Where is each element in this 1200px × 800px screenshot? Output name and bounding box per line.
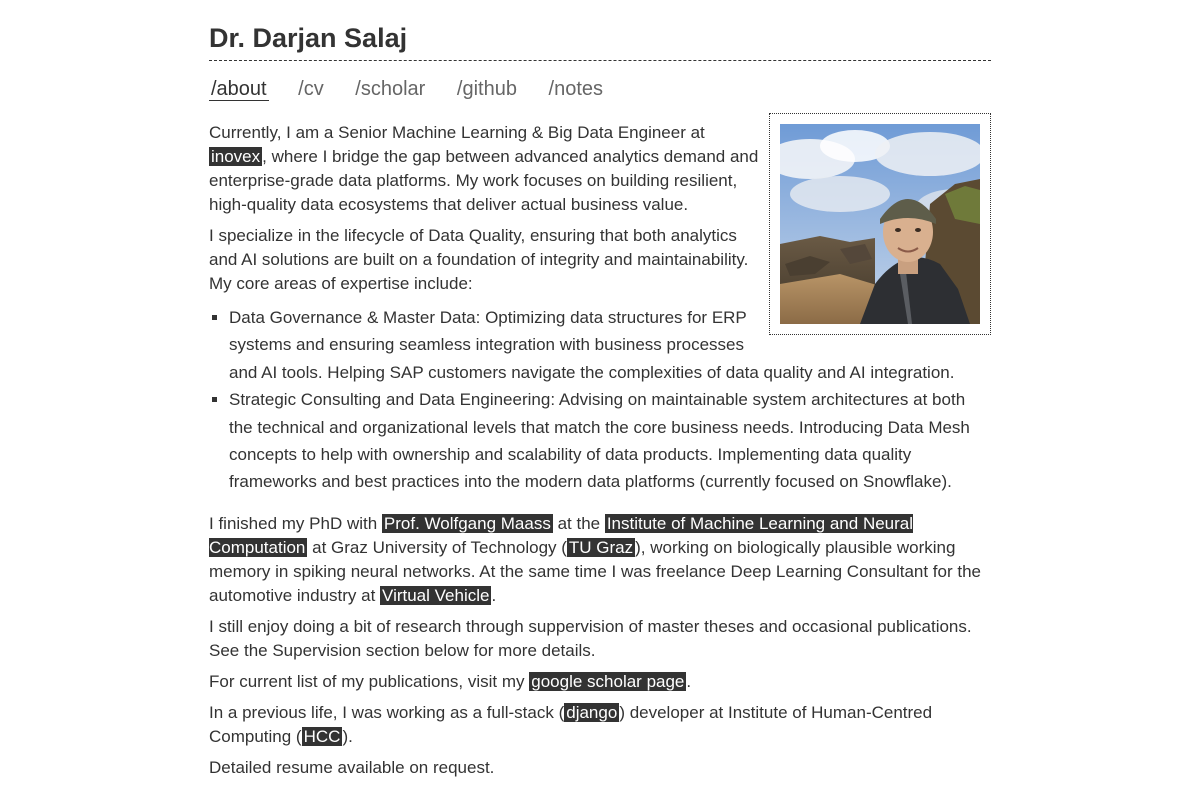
list-item: ▪ Data Governance & Master Data: Optimizing data structures for ERP systems and ensuring seamless integration with business processes and AI tools. Helping SAP customers navigate the complexities of data quality and AI integration. xyxy=(229,304,991,386)
phd-text: at Graz University of Technology ( xyxy=(307,537,567,557)
list-item: ▪ Strategic Consulting and Data Engineering: Advising on maintainable system architectures at both the technical and organizational levels that match the core business needs. Introducing Data Mesh concepts to help with ownership and scalability of data products. Implementing data quality frameworks and best practices into the modern data platforms (currently focused on Snowflake). xyxy=(229,386,991,496)
nav-scholar[interactable]: /scholar xyxy=(355,78,426,100)
phd-text: ), working on biologically plausible working memory in spiking neural networks. At the same time I was freelance Deep Learning Consultant for the automotive industry at xyxy=(209,537,981,605)
publications-text: For current list of my publications, visit my xyxy=(209,671,530,691)
page-container xyxy=(209,0,991,780)
phd-text: I finished my PhD with xyxy=(209,513,382,533)
about-content xyxy=(209,121,991,780)
virtual-vehicle-link[interactable]: Virtual Vehicle xyxy=(382,585,490,605)
specialization-paragraph: I specialize in the lifecycle of Data Quality, ensuring that both analytics and AI solutions are built on a foundation of integrity and maintainability. My core areas of expertise include: xyxy=(209,226,749,293)
hcc-link[interactable]: HCC xyxy=(303,726,341,746)
nav-notes[interactable]: /notes xyxy=(548,78,603,100)
google-scholar-link[interactable]: google scholar page xyxy=(531,671,685,691)
nav-about[interactable]: /about xyxy=(211,78,267,100)
profile-photo xyxy=(780,124,980,324)
phd-text: at the xyxy=(552,513,605,533)
profile-photo-frame xyxy=(769,113,991,335)
research-paragraph: I still enjoy doing a bit of research through suppervision of master theses and occasional publications. See the Supervision section below for more details. xyxy=(209,616,972,660)
intro-text: Currently, I am a Senior Machine Learning & Big Data Engineer at xyxy=(209,123,705,142)
previous-life-text: In a previous life, I was working as a full-stack ( xyxy=(209,702,565,722)
intro-text-continued: , where I bridge the gap between advanced analytics demand and enterprise-grade data platforms. My work focuses on building resilient, high-quality data ecosystems that deliver actual business value. xyxy=(209,147,759,214)
wolfgang-maass-link[interactable]: Prof. Wolfgang Maass xyxy=(383,513,551,533)
phd-paragraph xyxy=(209,512,991,608)
previous-life-paragraph xyxy=(209,701,991,749)
phd-text: . xyxy=(491,585,497,605)
institute-link[interactable]: Institute of Machine Learning and Neural Computation xyxy=(209,513,914,557)
main-nav xyxy=(209,75,991,105)
publications-text: . xyxy=(686,671,692,691)
nav-github[interactable]: /github xyxy=(456,78,517,100)
inovex-link[interactable]: inovex xyxy=(211,147,261,166)
django-link[interactable]: django xyxy=(566,702,618,722)
resume-paragraph: Detailed resume available on request. xyxy=(209,757,495,777)
nav-cv[interactable]: /cv xyxy=(298,78,324,100)
previous-life-text: ). xyxy=(342,726,353,746)
site-title: Dr. Darjan Salaj xyxy=(209,20,991,61)
publications-paragraph xyxy=(209,670,991,694)
tu-graz-link[interactable]: TU Graz xyxy=(568,537,634,557)
previous-life-text: ) developer at Institute of Human-Centred Computing ( xyxy=(209,702,933,746)
